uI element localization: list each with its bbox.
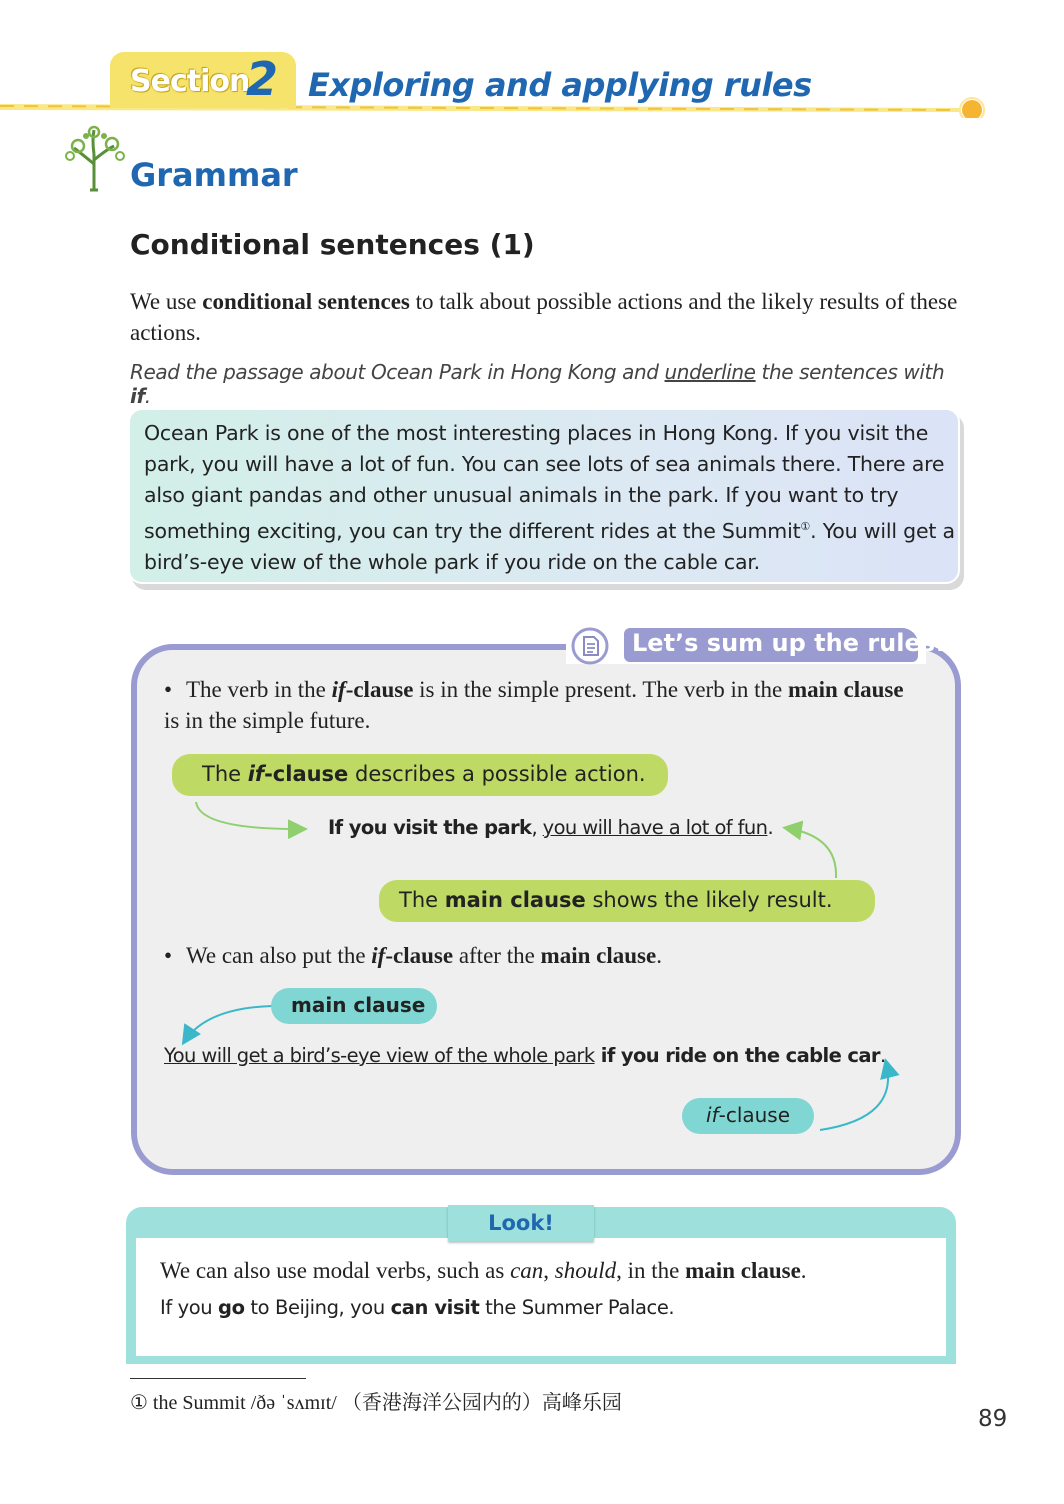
example-sentence-2: You will get a bird’s-eye view of the whole park if you ride on the cable car.: [164, 1044, 886, 1067]
look-line-2: If you go to Beijing, you can visit the Summer Palace.: [160, 1296, 675, 1319]
section-word: Section: [130, 64, 250, 99]
look-line-1: We can also use modal verbs, such as can, should, in the main clause.: [160, 1258, 807, 1283]
footnote-marker: ①: [800, 520, 811, 533]
document-icon: [570, 626, 610, 666]
look-tag: Look!: [448, 1205, 594, 1241]
grammar-title: Grammar: [130, 156, 298, 194]
footnote-divider: [130, 1378, 306, 1379]
main-clause-result-pill: The main clause shows the likely result.: [379, 880, 875, 922]
example-sentence-1: If you visit the park, you will have a lot of fun.: [328, 816, 774, 839]
if-clause-pill: if-clause: [682, 1098, 814, 1134]
if-clause-action-pill: The if-clause describes a possible action.: [172, 754, 668, 796]
section-number: 2: [246, 52, 279, 106]
rule-bullet-1: • The verb in the if-clause is in the simple present. The verb in the main clause is in the simple future.: [164, 677, 904, 733]
instruction-text: Read the passage about Ocean Park in Hong Kong and underline the sentences with if.: [130, 360, 945, 408]
tree-icon: [64, 124, 126, 192]
page-number: 89: [978, 1406, 1008, 1432]
intro-paragraph: We use conditional sentences to talk about possible actions and the likely results of these actions.: [130, 289, 958, 345]
rule-bullet-2: • We can also put the if-clause after the main clause.: [164, 943, 662, 968]
lesson-subtitle: Conditional sentences (1): [130, 228, 535, 261]
main-clause-pill: main clause: [271, 988, 437, 1024]
footnote: ① the Summit /ðə ˈsʌmɪt/ （香港海洋公园内的）高峰乐园: [130, 1392, 622, 1414]
section-title: Exploring and applying rules: [308, 66, 812, 104]
passage-text: Ocean Park is one of the most interesting places in Hong Kong. If you visit the park, you will have a lot of fun. You can see lots of sea animals there. There are also giant pandas and other unusual animals in the park. If you want to try something exciting, you can try the different rides at the Summit①. You will get a bird’s-eye view of the whole park if you ride on the cable car.: [144, 421, 955, 574]
rules-tag-label: Let’s sum up the rules!: [632, 629, 947, 657]
